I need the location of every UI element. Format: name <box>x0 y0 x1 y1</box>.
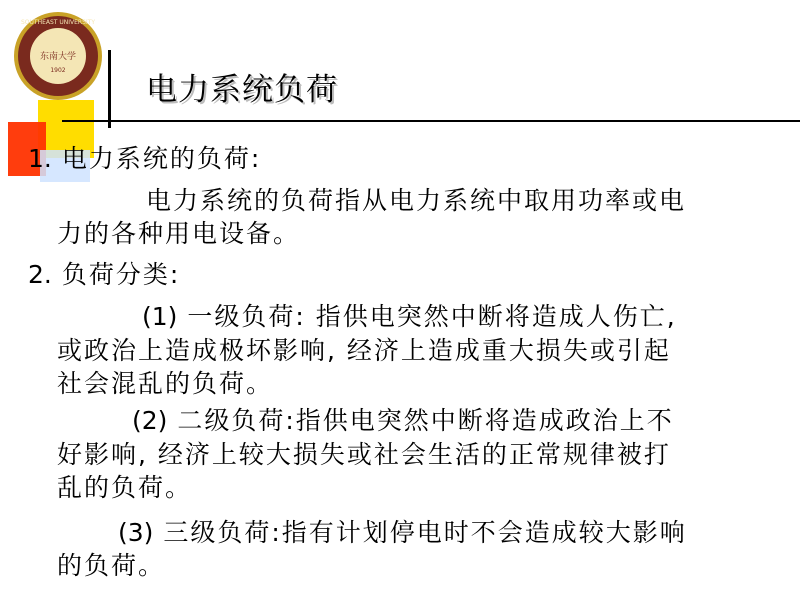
svg-text:SOUTHEAST UNIVERSITY: SOUTHEAST UNIVERSITY <box>21 19 95 26</box>
section2-heading-line <box>28 258 180 291</box>
item2-line1 <box>132 404 674 437</box>
title-vertical-rule <box>108 50 111 128</box>
item3-number: (3) <box>118 518 154 547</box>
item1-text-line3: 社会混乱的负荷。 <box>57 369 274 398</box>
item3-line1 <box>118 516 687 549</box>
item3-text-line1: 三级负荷:指有计划停电时不会造成较大影响 <box>163 518 687 547</box>
svg-text:东南大学: 东南大学 <box>39 52 77 62</box>
item1-line1 <box>142 300 677 333</box>
item2-text-line3: 乱的负荷。 <box>57 473 193 502</box>
section2-number: 2. <box>28 260 52 289</box>
item2-number: (2) <box>132 406 168 435</box>
section1-text-line1: 电力系统的负荷指从电力系统中取用功率或电 <box>146 186 687 215</box>
section2-heading: 负荷分类: <box>61 260 181 289</box>
section1-text-line2: 力的各种用电设备。 <box>57 219 301 248</box>
item2-text-line2: 好影响, 经济上较大损失或社会生活的正常规律被打 <box>57 440 671 469</box>
svg-text:1902: 1902 <box>50 67 66 74</box>
item1-text-line1: 一级负荷: 指供电突然中断将造成人伤亡, <box>187 302 677 331</box>
slide-title: 电力系统负荷 <box>146 72 338 108</box>
section1-heading: 电力系统的负荷: <box>61 144 262 173</box>
section1-heading-line <box>28 142 261 175</box>
item3-text-line2: 的负荷。 <box>57 551 166 580</box>
section1-number: 1. <box>28 144 52 173</box>
item2-text-line1: 二级负荷:指供电突然中断将造成政治上不 <box>177 406 674 435</box>
university-logo <box>12 10 104 102</box>
title-horizontal-rule <box>62 120 800 122</box>
item1-text-line2: 或政治上造成极坏影响, 经济上造成重大损失或引起 <box>57 336 671 365</box>
item1-number: (1) <box>142 302 178 331</box>
